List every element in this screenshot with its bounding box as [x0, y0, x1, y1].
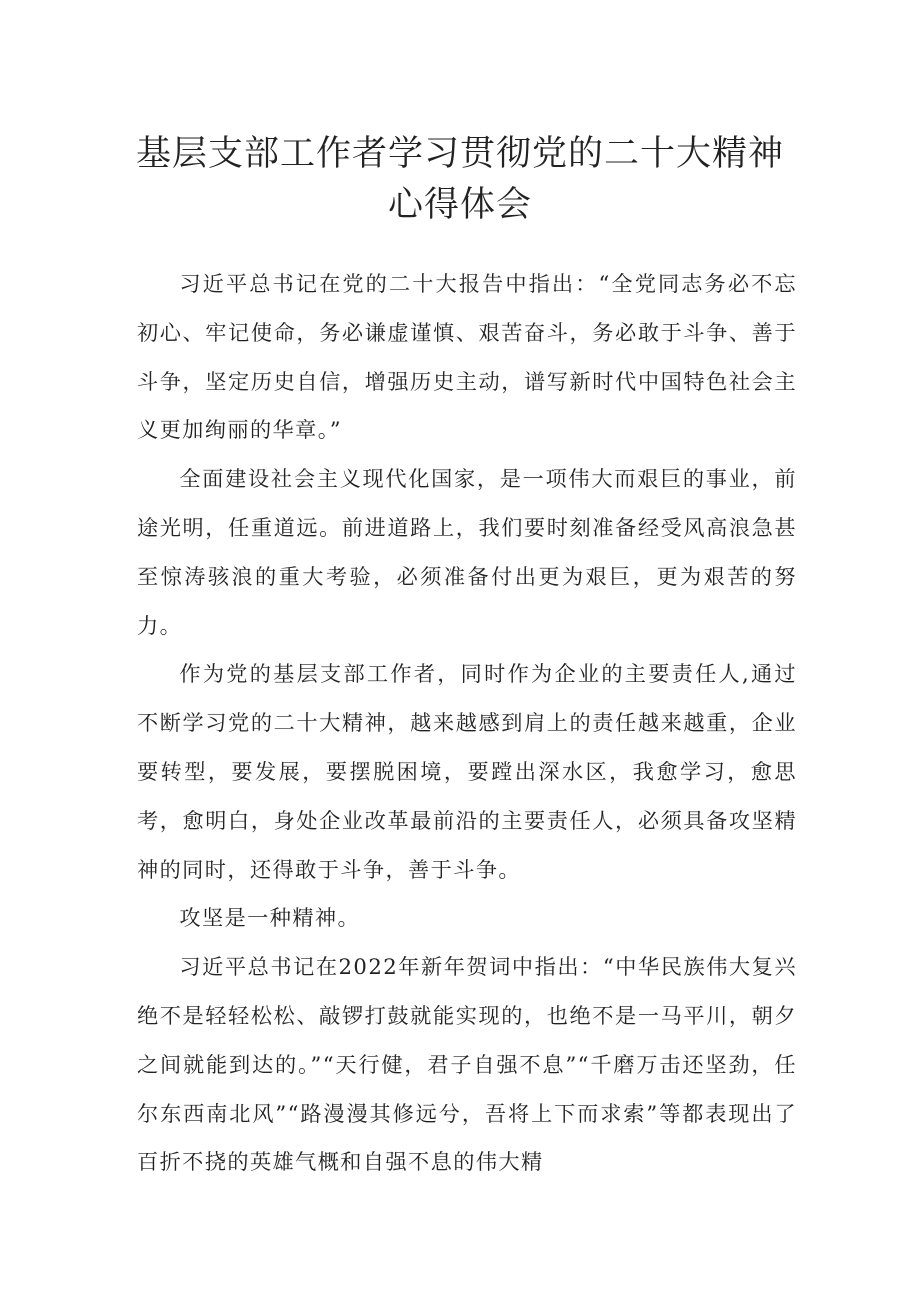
- document-body: [137, 260, 797, 1187]
- paragraph: 习近平总书记在党的二十大报告中指出：“全党同志务必不忘初心、牢记使命，务必谦虚谨慎、艰苦奋斗，务必敢于斗争、善于斗争，坚定历史自信，增强历史主动，谱写新时代中国特色社会主义更加绚丽的华章。”: [137, 271, 797, 443]
- document-title-line-2: 心得体会: [387, 185, 532, 225]
- paragraph: 作为党的基层支部工作者，同时作为企业的主要责任人,通过不断学习党的二十大精神，越来越感到肩上的责任越来越重，企业要转型，要发展，要摆脱困境，要蹚出深水区，我愈学习，愈思考，愈明白，身处企业改革最前沿的主要责任人，必须具备攻坚精神的同时，还得敢于斗争，善于斗争。: [137, 661, 797, 882]
- document-title-line-1: 基层支部工作者学习贯彻党的二十大精神: [135, 134, 784, 174]
- paragraph: 全面建设社会主义现代化国家，是一项伟大而艰巨的事业，前途光明，任重道远。前进道路上，我们要时刻准备经受风高浪急甚至惊涛骇浪的重大考验，必须准备付出更为艰巨，更为艰苦的努力。: [137, 466, 797, 638]
- paragraph: 习近平总书记在2022年新年贺词中指出：“中华民族伟大复兴绝不是轻轻松松、敲锣打鼓就能实现的，也绝不是一马平川，朝夕之间就能到达的。”“天行健，君子自强不息”“千磨万击还坚劲，任尔东西南北风”“路漫漫其修远兮，吾将上下而求索”等都表现出了百折不挠的英雄气概和自强不息的伟大精: [137, 954, 797, 1175]
- paragraph: 攻坚是一种精神。: [179, 905, 361, 931]
